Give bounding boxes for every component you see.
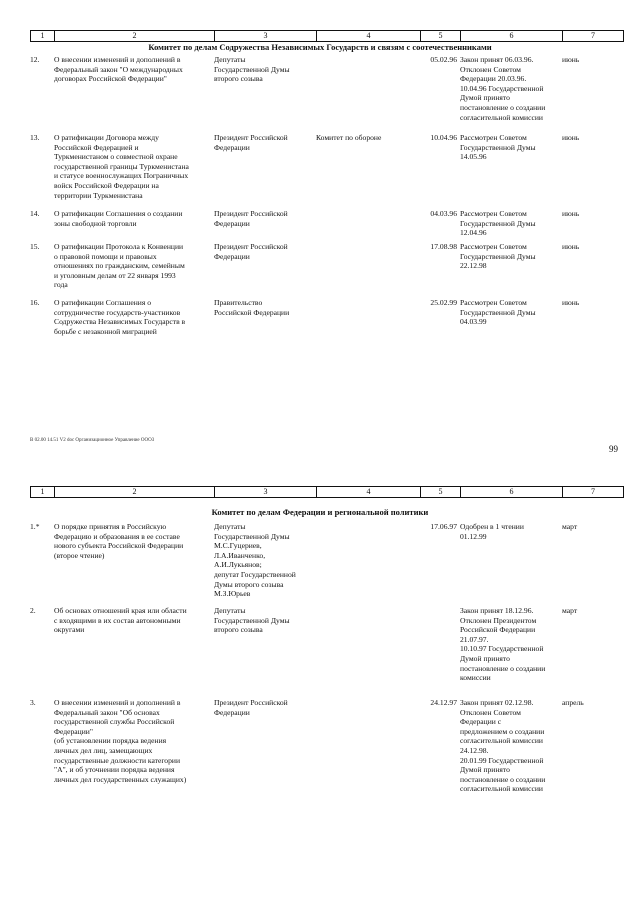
bill-title: О ратификации Протокола к Конвенции о правовой помощи и правовых отношениях по гражданским, семейным и уголовным делам от 22 января 1993 года xyxy=(54,242,185,290)
co-executor xyxy=(316,522,420,606)
submission-date: 24.12.97 xyxy=(430,698,457,707)
submission-date: 25.02.99 xyxy=(430,298,457,307)
bill-title: О внесении изменений и дополнений в Федеральный закон "О международных договорах Российской Федерации" xyxy=(54,55,183,84)
co-executor: Комитет по обороне xyxy=(316,133,382,142)
column-header: 4 xyxy=(317,487,421,497)
bill-initiator: Президент Российской Федерации xyxy=(214,698,288,717)
row-number: 13. xyxy=(30,133,40,142)
table-body xyxy=(0,522,640,818)
bill-status: Рассмотрен Советом Государственной Думы 12.04.96 xyxy=(460,209,536,238)
bill-title: О ратификации Договора между Российской Федерацией и Туркменистаном о совместной охране государственной границы Туркменистана и статусе военнослужащих Пограничных войск Российской Федерации на территории Туркменистана xyxy=(54,133,189,200)
column-header: 6 xyxy=(461,31,563,41)
table-row xyxy=(0,522,640,606)
co-executor xyxy=(316,606,420,698)
submission-date: 17.08.98 xyxy=(430,242,457,251)
bill-status: Одобрен в 1 чтении 01.12.99 xyxy=(460,522,524,541)
row-number: 1.* xyxy=(30,522,40,531)
bill-initiator: Депутаты Государственной Думы М.С.Гуцериев, Л.А.Иванченко, А.И.Лукьянов; депутат Государственной Думы второго созыва М.З.Юрьев xyxy=(214,522,296,599)
table-row xyxy=(0,209,640,242)
co-executor xyxy=(316,209,420,242)
column-header: 1 xyxy=(31,487,55,497)
column-header: 2 xyxy=(55,31,215,41)
row-number: 2. xyxy=(30,606,36,615)
bill-title: О порядке принятия в Российскую Федерацию и образования в ее составе нового субъекта Российской Федерации (второе чтение) xyxy=(54,522,184,560)
column-header: 4 xyxy=(317,31,421,41)
row-number: 14. xyxy=(30,209,40,218)
column-header: 7 xyxy=(591,31,595,40)
table-body xyxy=(0,55,640,344)
plan-month: июнь xyxy=(562,298,580,307)
bill-status: Рассмотрен Советом Государственной Думы 04.03.99 xyxy=(460,298,536,327)
column-header-row xyxy=(30,486,624,498)
committee-title: Комитет по делам Содружества Независимых Государств и связям с соотечественниками xyxy=(148,42,492,52)
bill-initiator: Президент Российской Федерации xyxy=(214,209,288,228)
plan-month: июнь xyxy=(562,55,580,64)
column-header: 5 xyxy=(421,487,461,497)
bill-title: О внесении изменений и дополнений в Федеральный закон "Об основах государственной службы Российской Федерации" (об установлении порядка ведения личных дел лиц, замещающих государственные должности категории "А", и об уточнении порядка ведения личных дел государственных служащих) xyxy=(54,698,187,784)
co-executor xyxy=(316,242,420,298)
table-row xyxy=(0,242,640,298)
column-header: 3 xyxy=(215,31,317,41)
submission-date: 17.06.97 xyxy=(430,522,457,531)
committee-title: Комитет по делам Федерации и региональной политики xyxy=(211,507,429,517)
bill-initiator: Президент Российской Федерации xyxy=(214,242,288,261)
column-header: 1 xyxy=(31,31,55,41)
column-header: 3 xyxy=(215,487,317,497)
column-header: 5 xyxy=(421,31,461,41)
bill-status: Закон принят 02.12.98. Отклонен Советом Федерации с предложением о создании согласительной комиссии 24.12.98. 20.01.99 Государственной Думой принято постановление о создании согласительной комиссии xyxy=(460,698,546,794)
row-number: 15. xyxy=(30,242,40,251)
bill-status: Рассмотрен Советом Государственной Думы 22.12.98 xyxy=(460,242,536,271)
submission-date: 04.03.96 xyxy=(430,209,457,218)
table-row xyxy=(0,298,640,344)
plan-month: март xyxy=(562,522,578,531)
table-row xyxy=(0,133,640,209)
bill-status: Закон принят 18.12.96. Отклонен Президентом Российской Федерации 21.07.97. 10.10.97 Государственной Думой принято постановление о создании комиссии xyxy=(460,606,546,683)
table-row xyxy=(0,55,640,133)
row-number: 3. xyxy=(30,698,36,707)
bill-title: О ратификации Соглашения о создании зоны свободной торговли xyxy=(54,209,183,228)
co-executor xyxy=(316,698,420,818)
bill-title: Об основах отношений края или области с входящими в их состав автономными округами xyxy=(54,606,187,635)
plan-month: март xyxy=(562,606,578,615)
co-executor xyxy=(316,55,420,133)
bill-status: Рассмотрен Советом Государственной Думы 14.05.96 xyxy=(460,133,536,162)
column-header: 6 xyxy=(461,487,563,497)
column-header-row xyxy=(30,30,624,42)
table-row xyxy=(0,698,640,818)
submission-date: 05.02.96 xyxy=(430,55,457,64)
plan-month: июнь xyxy=(562,209,580,218)
column-header: 7 xyxy=(591,487,595,496)
plan-month: июнь xyxy=(562,133,580,142)
bill-title: О ратификации Соглашения о сотрудничестве государств-участников Содружества Независимых Государств в борьбе с незаконной миграцией xyxy=(54,298,186,336)
table-row xyxy=(0,606,640,698)
column-header: 2 xyxy=(55,487,215,497)
bill-initiator: Депутаты Государственной Думы второго созыва xyxy=(214,606,290,635)
bill-status: Закон принят 06.03.96. Отклонен Советом Федерации 20.03.96. 10.04.96 Государственной Думой принято постановление о создании согласительной комиссии xyxy=(460,55,546,122)
footer-file-note: В 02.00 14.51 V2 doc Организационное Управление ООО3 xyxy=(30,438,155,443)
plan-month: июнь xyxy=(562,242,580,251)
plan-month: апрель xyxy=(562,698,584,707)
page-number: 99 xyxy=(609,444,618,454)
submission-date: 10.04.96 xyxy=(430,133,457,142)
submission-date xyxy=(420,606,460,698)
co-executor xyxy=(316,298,420,344)
row-number: 12. xyxy=(30,55,40,64)
row-number: 16. xyxy=(30,298,40,307)
bill-initiator: Депутаты Государственной Думы второго созыва xyxy=(214,55,290,84)
bill-initiator: Правительство Российской Федерации xyxy=(214,298,290,317)
bill-initiator: Президент Российской Федерации xyxy=(214,133,288,152)
